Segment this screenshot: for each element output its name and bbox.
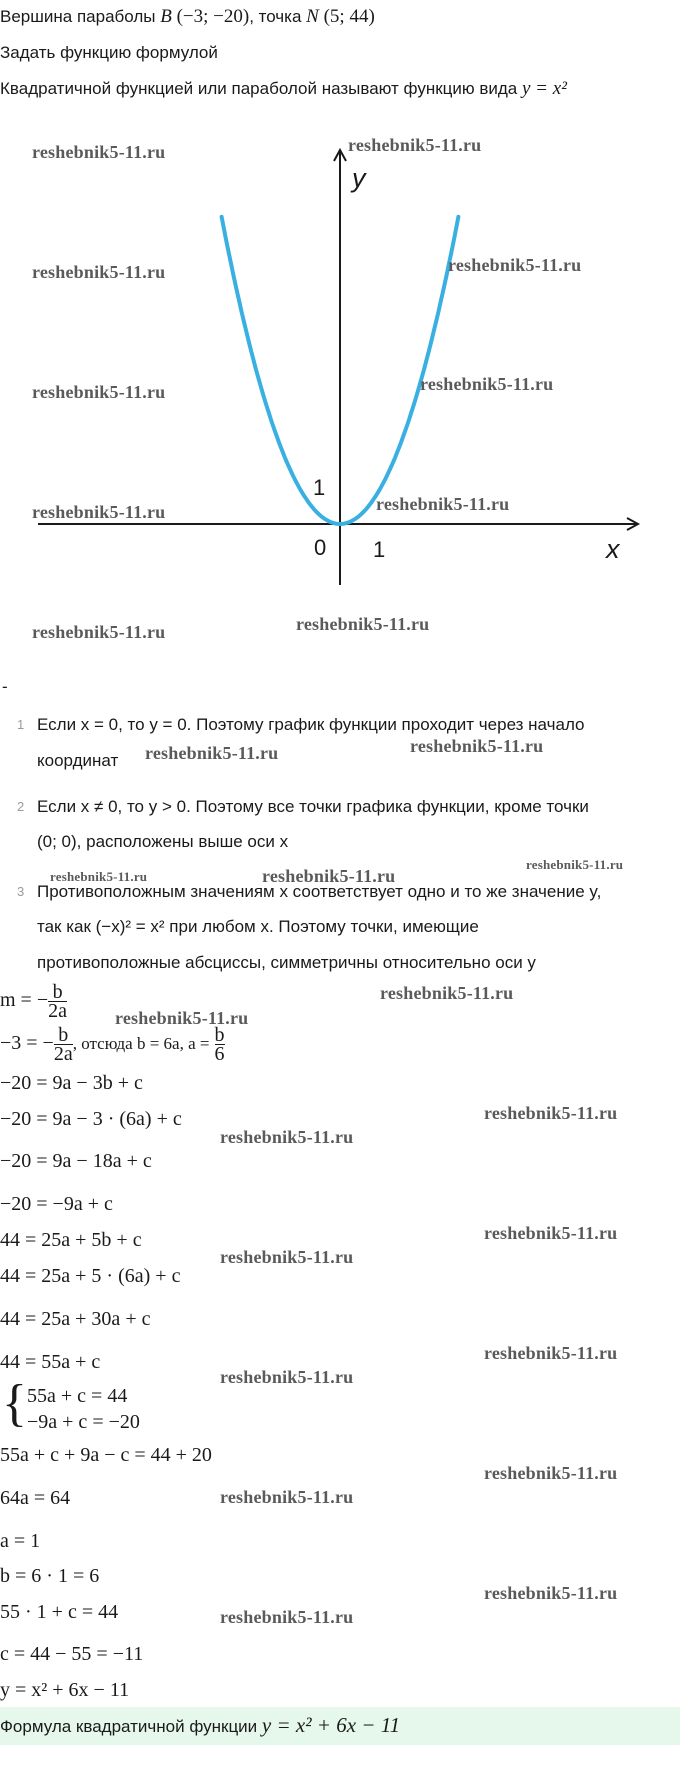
equation-line: 64a = 64 — [0, 1487, 71, 1509]
watermark: reshebnik5-11.ru — [526, 857, 624, 872]
vertex-line: Вершина параболы B (−3; −20), точка N (5; 44) — [0, 6, 375, 27]
list-number: 3 — [17, 884, 25, 899]
task-text: Задать функцию формулой — [0, 43, 218, 62]
list-item-line: так как (−x)² = x² при любом x. Поэтому точки, имеющие — [37, 917, 479, 936]
watermark: reshebnik5-11.ru — [296, 614, 430, 634]
equation-line: −20 = 9a − 3b + c — [0, 1072, 143, 1094]
equation-line: −20 = 9a − 3 · (6a) + c — [0, 1108, 182, 1130]
x-axis-label: x — [606, 534, 620, 564]
watermark: reshebnik5-11.ru — [484, 1583, 618, 1603]
parabola-graph — [0, 115, 680, 625]
watermark: reshebnik5-11.ru — [32, 262, 166, 282]
list-number: 2 — [17, 799, 25, 814]
watermark: reshebnik5-11.ru — [220, 1607, 354, 1627]
watermark: reshebnik5-11.ru — [380, 983, 514, 1003]
watermark: reshebnik5-11.ru — [420, 374, 554, 394]
list-item-line: противоположные абсциссы, симметричны относительно оси y — [37, 953, 536, 972]
list-item-line: Если x ≠ 0, то y > 0. Поэтому все точки графика функции, кроме точки — [37, 797, 589, 816]
equation-line: 44 = 25a + 5 · (6a) + c — [0, 1265, 181, 1287]
system-brace: { — [2, 1375, 27, 1432]
y-axis-label: y — [352, 163, 366, 193]
watermark: reshebnik5-11.ru — [32, 502, 166, 522]
list-item-line: Противоположным значениям x соответствует одно и то же значение y, — [37, 882, 602, 901]
equation-line: 44 = 25a + 5b + c — [0, 1229, 142, 1251]
list-item-line: (0; 0), расположены выше оси x — [37, 832, 289, 851]
watermark: reshebnik5-11.ru — [220, 1127, 354, 1147]
watermark: reshebnik5-11.ru — [115, 1008, 249, 1028]
watermark: reshebnik5-11.ru — [220, 1367, 354, 1387]
equation-line: −20 = −9a + c — [0, 1193, 113, 1215]
x-tick-label: 1 — [373, 537, 386, 562]
watermark: reshebnik5-11.ru — [376, 494, 510, 514]
watermark: reshebnik5-11.ru — [484, 1463, 618, 1483]
equation-line: 44 = 55a + c — [0, 1351, 101, 1373]
watermark: reshebnik5-11.ru — [348, 135, 482, 155]
m-formula: m = − $\frac{b}{2a}$ — [0, 981, 68, 1022]
vertex-x-equation: −3 = − $\frac{b}{2a}$ , отсюда b = 6a, a = $\frac{b}{6}$ — [0, 1024, 225, 1065]
equation-line: c = 44 − 55 = −11 — [0, 1643, 144, 1665]
definition-text: Квадратичной функцией или параболой называют функцию вида y = x² — [0, 78, 567, 99]
equation-line: −20 = 9a − 18a + c — [0, 1150, 152, 1172]
equation-line: a = 1 — [0, 1530, 41, 1552]
dash: - — [2, 677, 8, 696]
watermark: reshebnik5-11.ru — [32, 622, 166, 642]
origin-label: 0 — [314, 535, 327, 560]
watermark: reshebnik5-11.ru — [448, 255, 582, 275]
y-tick-label: 1 — [313, 475, 326, 500]
watermark: reshebnik5-11.ru — [262, 866, 396, 886]
watermark: reshebnik5-11.ru — [484, 1343, 618, 1363]
equation-line: 55 · 1 + c = 44 — [0, 1601, 119, 1623]
equation-line: 55a + c + 9a − c = 44 + 20 — [0, 1444, 212, 1466]
watermark: reshebnik5-11.ru — [220, 1487, 354, 1507]
watermark: reshebnik5-11.ru — [220, 1247, 354, 1267]
list-item-line: Если x = 0, то y = 0. Поэтому график функции проходит через начало — [37, 715, 585, 734]
list-number: 1 — [17, 717, 25, 732]
list-item-line: координат — [37, 751, 119, 770]
system-equation: 55a + c = 44 — [27, 1385, 128, 1407]
watermark: reshebnik5-11.ru — [50, 869, 148, 884]
watermark: reshebnik5-11.ru — [410, 736, 544, 756]
watermark: reshebnik5-11.ru — [484, 1223, 618, 1243]
answer-line: Формула квадратичной функции y = x² + 6x − 11 — [0, 1713, 401, 1737]
equation-line: y = x² + 6x − 11 — [0, 1679, 130, 1701]
system-equation: −9a + c = −20 — [27, 1411, 140, 1433]
equation-line: b = 6 · 1 = 6 — [0, 1565, 100, 1587]
watermark: reshebnik5-11.ru — [32, 382, 166, 402]
watermark: reshebnik5-11.ru — [484, 1103, 618, 1123]
watermark: reshebnik5-11.ru — [145, 743, 279, 763]
equation-line: 44 = 25a + 30a + c — [0, 1308, 151, 1330]
watermark: reshebnik5-11.ru — [32, 142, 166, 162]
